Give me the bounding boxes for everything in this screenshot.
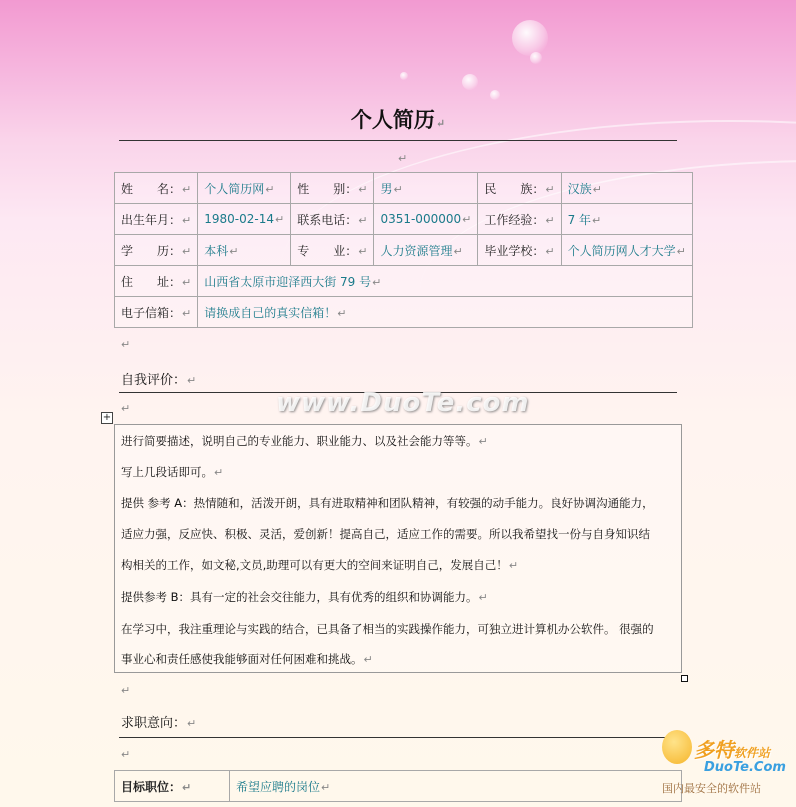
table-row: [115, 235, 693, 266]
self-eval-line: 在学习中，我注重理论与实践的结合，已具备了相当的实践操作能力，可独立进计算机办公软件。 很强的: [121, 622, 654, 636]
self-eval-line: 适应力强，反应快、积极、灵活，爱创新！提高自己，适应工作的需要。所以我希望找一份与自身知识结: [121, 527, 650, 541]
self-eval-line: 构相关的工作，如文秘,文员,助理可以有更大的空间来证明自己，发展自己！↵: [121, 558, 519, 572]
email-value[interactable]: 请换成自己的真实信箱！↵: [198, 297, 693, 328]
birth-label: 出生年月：↵: [115, 204, 198, 235]
logo-cn: 多特软件站: [694, 738, 771, 762]
major-label: 专 业：↵: [291, 235, 374, 266]
address-value[interactable]: 山西省太原市迎泽西大街 79 号↵: [198, 266, 693, 297]
target-position-label: 目标职位：↵: [115, 771, 230, 802]
self-eval-heading: 自我评价：↵: [121, 373, 197, 388]
paragraph-mark: ↵: [121, 402, 131, 415]
self-eval-line: 事业心和责任感使我能够面对任何困难和挑战。↵: [121, 652, 373, 666]
objective-rule: [119, 737, 677, 738]
edu-value[interactable]: 本科↵: [198, 235, 291, 266]
logo-tagline: 国内最安全的软件站: [662, 782, 761, 795]
table-move-handle-icon[interactable]: +: [102, 412, 112, 423]
paragraph-mark: ↵: [121, 684, 131, 697]
resize-handle[interactable]: [681, 675, 688, 682]
table-row: [115, 266, 693, 297]
gender-label: 性 别：↵: [291, 173, 374, 204]
duote-logo: [660, 730, 794, 804]
paragraph-mark: ↵: [121, 338, 131, 351]
bubble-decoration: [512, 20, 548, 56]
self-eval-line: 提供参考 B：具有一定的社会交往能力，具有优秀的组织和协调能力。↵: [121, 590, 488, 604]
exp-label: 工作经验：↵: [478, 204, 561, 235]
edu-label: 学 历：↵: [115, 235, 198, 266]
bubble-decoration: [462, 74, 478, 90]
personal-info-table: [114, 172, 693, 328]
ethnic-value[interactable]: 汉族↵: [561, 173, 692, 204]
title-rule: [119, 140, 677, 141]
phone-label: 联系电话：↵: [291, 204, 374, 235]
self-eval-textbox[interactable]: [114, 424, 682, 673]
objective-table: [114, 770, 682, 802]
self-eval-line: 提供 参考 A：热情随和，活泼开朗，具有进取精神和团队精神，有较强的动手能力。良好协调沟通能力，: [121, 496, 654, 510]
paragraph-mark: ↵: [121, 748, 131, 761]
ethnic-label: 民 族：↵: [478, 173, 561, 204]
paragraph-mark: ↵: [398, 152, 408, 165]
self-eval-line: 进行简要描述，说明自己的专业能力、职业能力、以及社会能力等等。↵: [121, 434, 488, 448]
exp-value[interactable]: 7 年↵: [561, 204, 692, 235]
major-value[interactable]: 人力资源管理↵: [374, 235, 478, 266]
email-label: 电子信箱：↵: [115, 297, 198, 328]
self-eval-line: 写上几段话即可。↵: [121, 465, 224, 479]
logo-en: DuoTe.Com: [704, 760, 786, 775]
page-title: 个人简历↵: [350, 107, 446, 132]
name-value[interactable]: 个人简历网↵: [198, 173, 291, 204]
school-label: 毕业学校：↵: [478, 235, 561, 266]
target-position-value[interactable]: 希望应聘的岗位↵: [230, 771, 682, 802]
address-label: 住 址：↵: [115, 266, 198, 297]
bubble-decoration: [490, 90, 500, 100]
table-row: [115, 204, 693, 235]
mascot-icon: [662, 730, 692, 764]
bubble-decoration: [400, 72, 408, 80]
gender-value[interactable]: 男↵: [374, 173, 478, 204]
table-row: [115, 173, 693, 204]
objective-heading: 求职意向：↵: [121, 716, 197, 731]
watermark-text: www.DuoTe.com: [276, 388, 530, 418]
name-label: 姓 名：↵: [115, 173, 198, 204]
table-row: [115, 771, 682, 802]
bubble-decoration: [530, 52, 542, 64]
birth-value[interactable]: 1980-02-14↵: [198, 204, 291, 235]
table-row: [115, 297, 693, 328]
school-value[interactable]: 个人简历网人才大学↵: [561, 235, 692, 266]
phone-value[interactable]: 0351-000000↵: [374, 204, 478, 235]
